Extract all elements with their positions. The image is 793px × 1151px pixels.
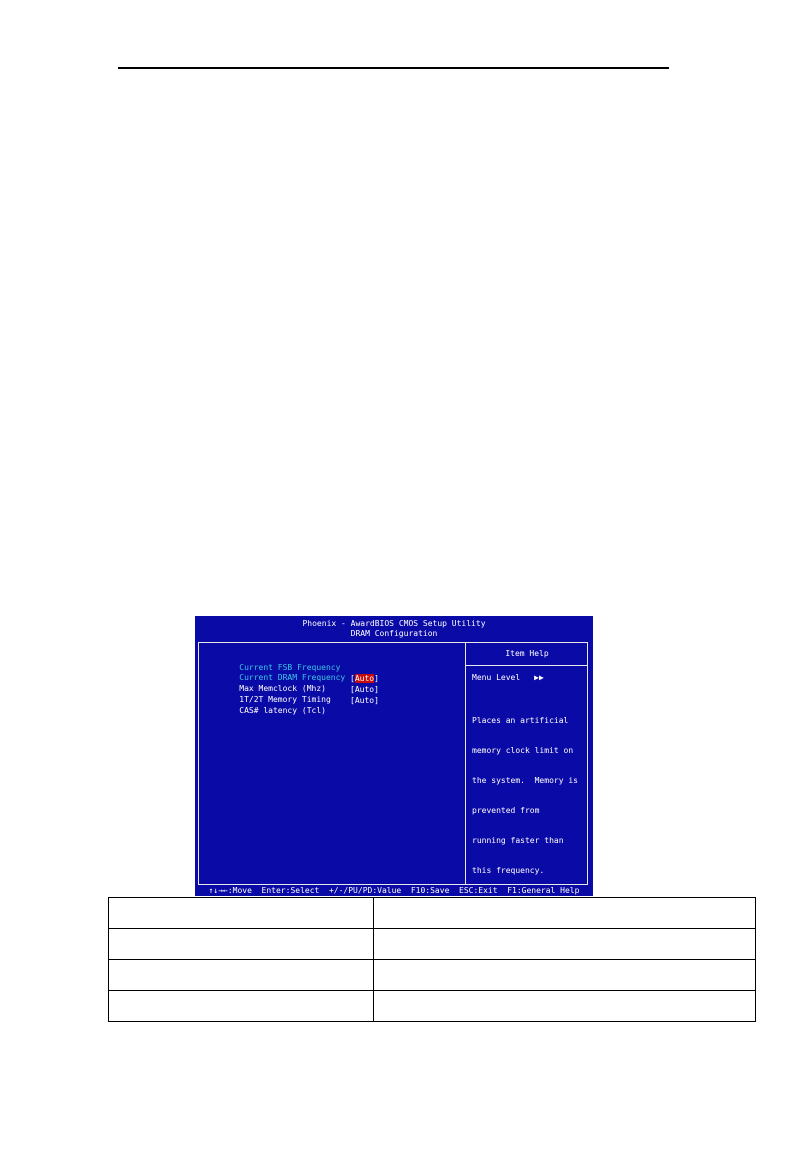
table-cell <box>374 960 756 991</box>
table-cell <box>374 991 756 1022</box>
item-1t-2t-memory-timing[interactable] <box>220 685 379 704</box>
table-cell <box>109 991 374 1022</box>
item-label: Current DRAM Frequency <box>239 673 346 682</box>
item-label: Max Memclock (Mhz) <box>239 684 326 693</box>
bios-subtitle: DRAM Configuration <box>350 629 438 638</box>
table-cell <box>109 898 374 929</box>
description-table <box>108 897 756 1022</box>
help-text <box>472 696 586 896</box>
item-label: 1T/2T Memory Timing <box>239 695 331 704</box>
bios-screenshot <box>195 616 593 905</box>
help-text-line: prevented from <box>472 806 540 815</box>
item-cas-latency[interactable] <box>220 696 379 715</box>
item-label: CAS# latency (Tcl) <box>239 706 326 715</box>
table-row <box>109 929 756 960</box>
menu-level <box>472 673 544 683</box>
table-cell <box>374 898 756 929</box>
help-text-line: the system. Memory is <box>472 776 578 785</box>
double-arrow-right-icon: ▶▶ <box>534 673 544 682</box>
header-rule <box>118 67 669 69</box>
table-cell <box>109 929 374 960</box>
table-row <box>109 960 756 991</box>
item-value[interactable]: [Auto] <box>350 674 379 683</box>
item-value[interactable]: [Auto] <box>350 685 379 694</box>
help-text-line: Places an artificial <box>472 716 569 725</box>
bios-title: Phoenix - AwardBIOS CMOS Setup Utility <box>302 619 486 628</box>
bios-footer-defaults: F5: Previous Values F6: Fail-Safe Defaults F7: Optimized Defaults <box>223 896 565 905</box>
item-current-dram-frequency <box>220 663 346 682</box>
help-text-line: running faster than <box>472 836 564 845</box>
help-text-line: memory clock limit on <box>472 746 574 755</box>
selected-value-highlight: Auto <box>354 674 375 683</box>
help-text-line: this frequency. <box>472 866 545 875</box>
item-max-memclock[interactable] <box>220 674 379 693</box>
table-row <box>109 991 756 1022</box>
item-help-header: Item Help <box>466 643 588 666</box>
item-label: Current FSB Frequency <box>239 663 341 672</box>
table-row <box>109 898 756 929</box>
bios-divider <box>465 642 466 885</box>
bios-footer-keys: ↑↓→←:Move Enter:Select +/-/PU/PD:Value F10:Save ESC:Exit F1:General Help <box>208 886 580 895</box>
table-cell <box>374 929 756 960</box>
item-current-fsb-frequency <box>220 653 341 672</box>
item-value[interactable]: [Auto] <box>350 696 379 705</box>
menu-level-label: Menu Level <box>472 673 521 682</box>
table-cell <box>109 960 374 991</box>
